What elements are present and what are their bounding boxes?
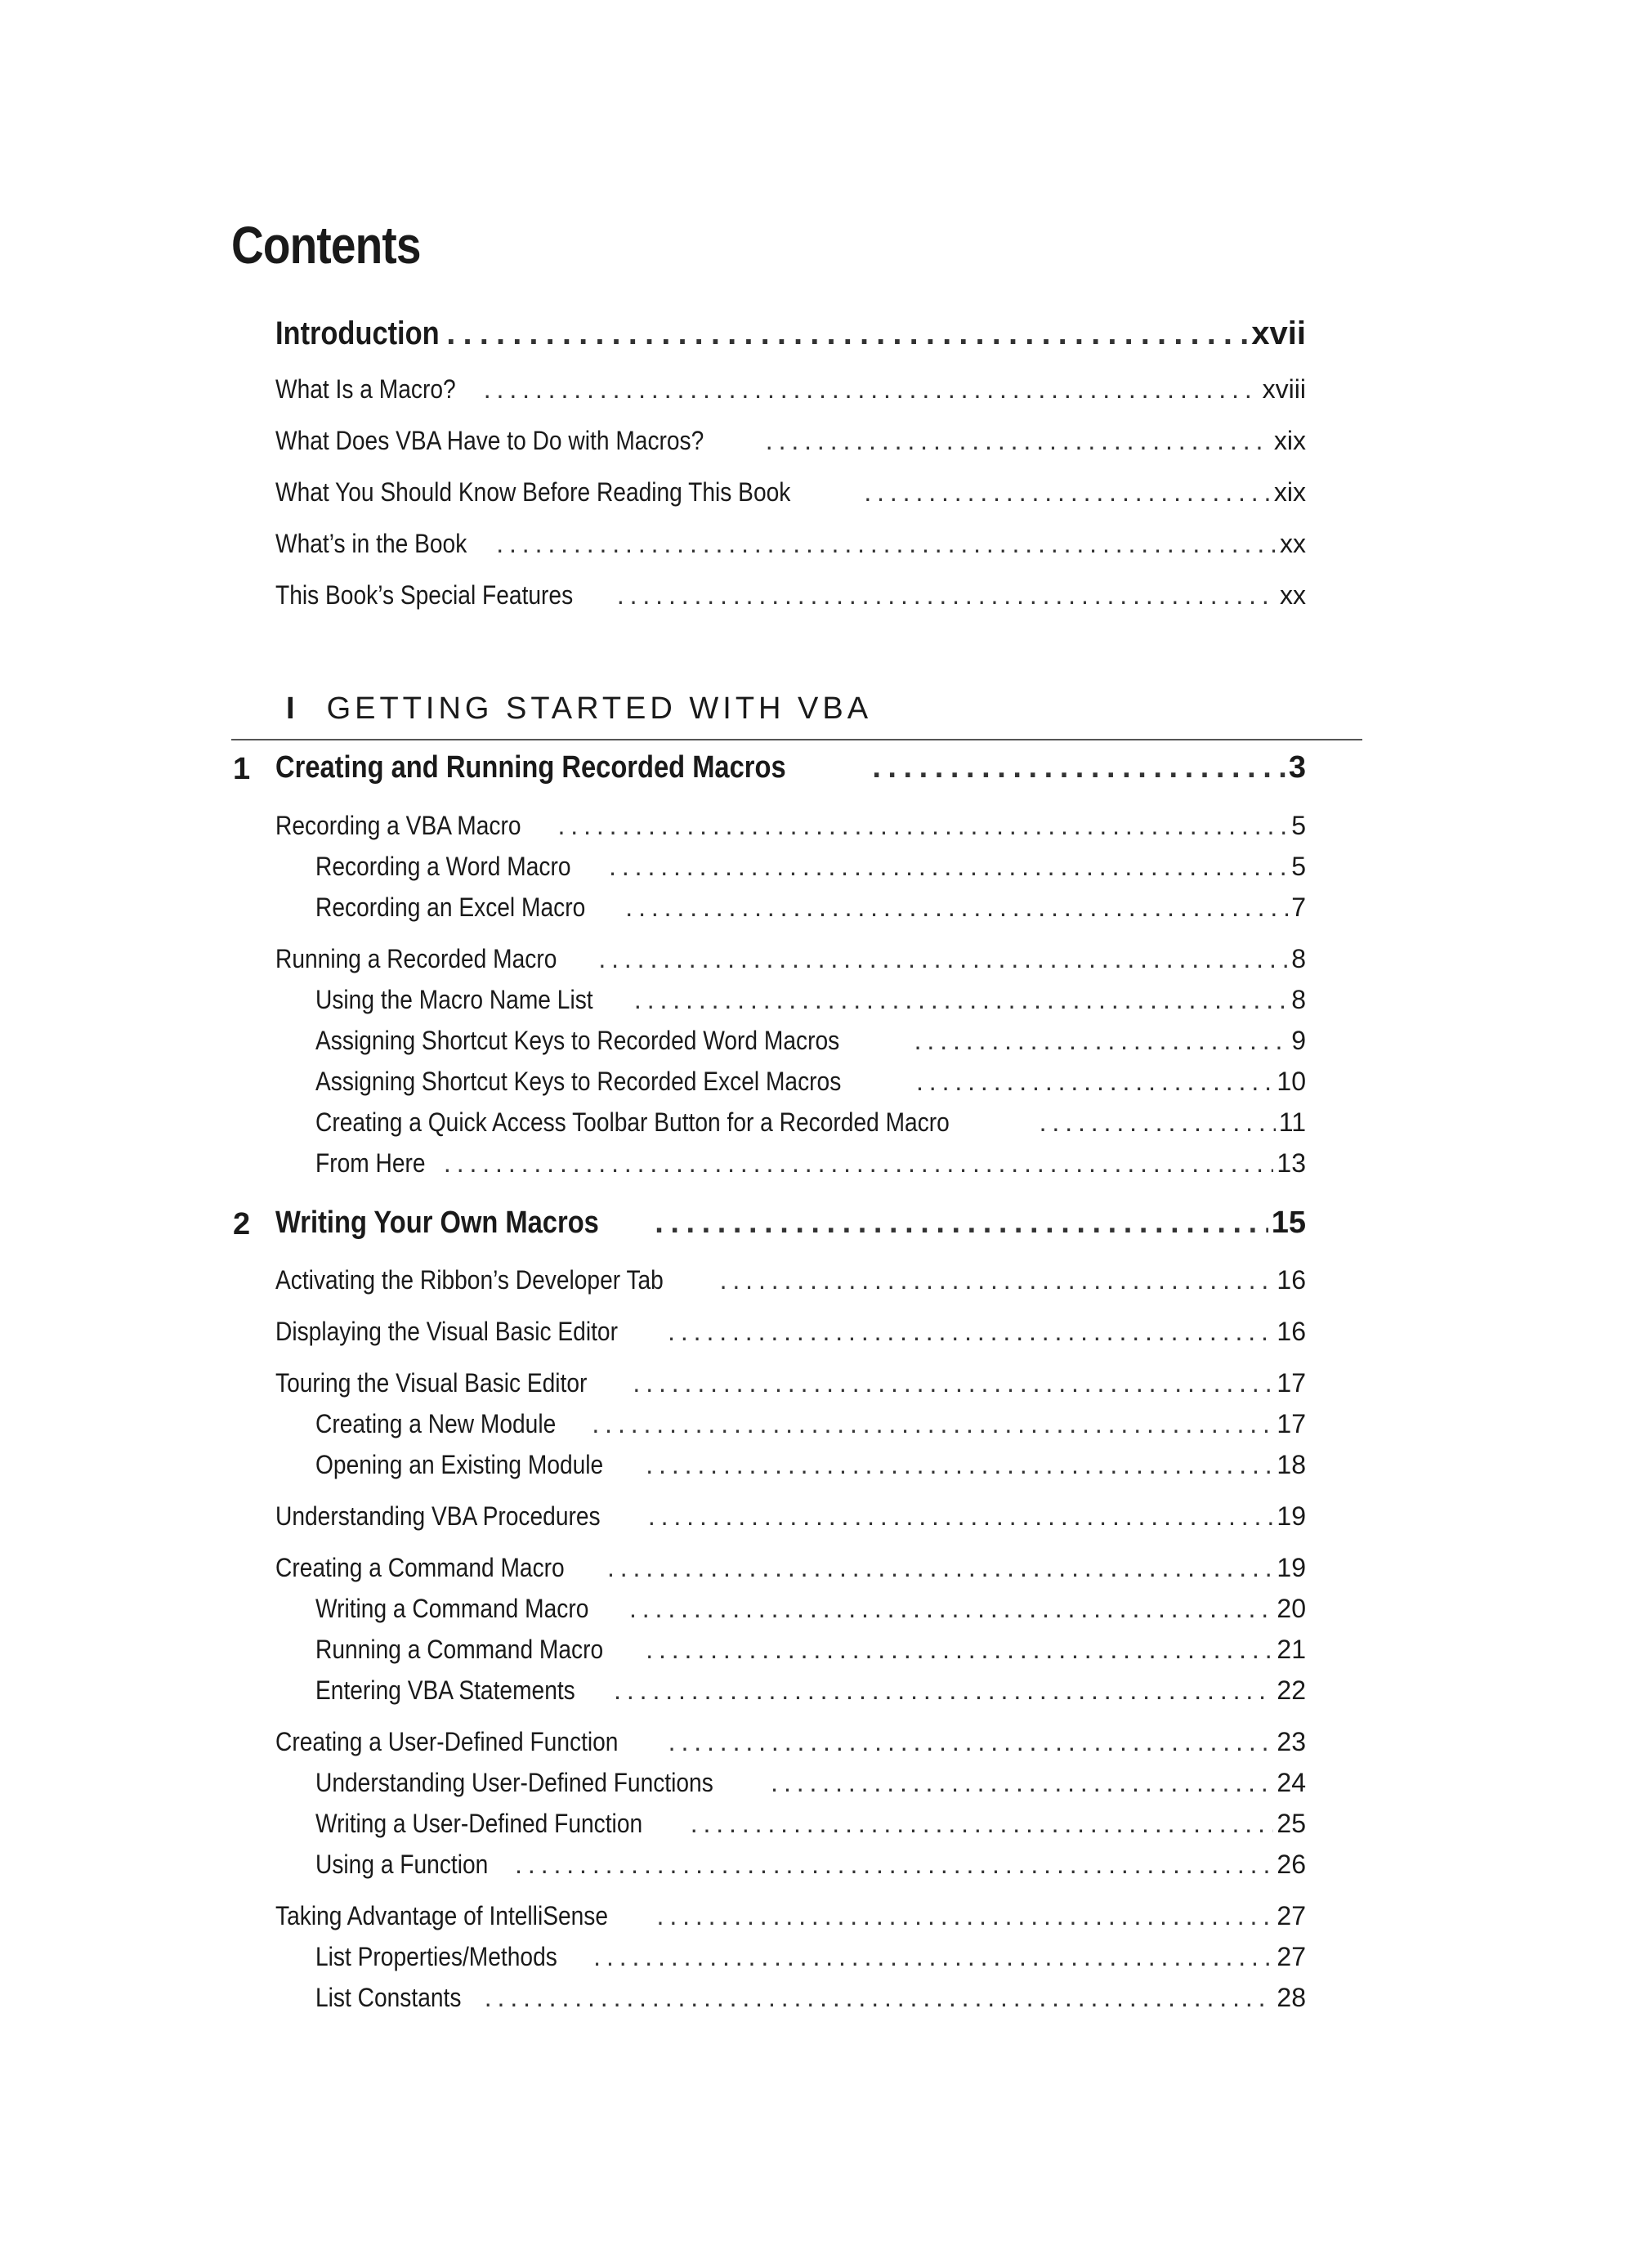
dot-leader [720, 1265, 1274, 1295]
dot-leader [648, 1501, 1274, 1532]
toc-entry-label: Touring the Visual Basic Editor [275, 1368, 588, 1398]
toc-page-number: 17 [1277, 1368, 1306, 1398]
toc-page-number: 15 [1271, 1206, 1306, 1240]
toc-entry-label: Creating a New Module [315, 1409, 557, 1438]
toc-page-number: 27 [1277, 1901, 1306, 1930]
toc-subentry[interactable] [315, 1675, 1306, 1708]
toc-entry-label: Displaying the Visual Basic Editor [275, 1317, 618, 1346]
part-number: I [286, 691, 299, 726]
dot-leader [771, 1768, 1273, 1798]
toc-entry[interactable] [275, 944, 1306, 977]
toc-entry[interactable] [275, 1317, 1306, 1349]
toc-entry-introduction[interactable] [275, 315, 1306, 355]
toc-entry-label: Using the Macro Name List [315, 985, 593, 1014]
toc-entry-label: What Does VBA Have to Do with Macros? [275, 426, 704, 455]
toc-subentry[interactable] [315, 1635, 1306, 1667]
dot-leader [444, 1148, 1274, 1179]
dot-leader [629, 1594, 1273, 1624]
toc-entry-label: What’s in the Book [275, 529, 467, 558]
dot-leader [668, 1317, 1273, 1347]
toc-subentry[interactable] [315, 1850, 1306, 1882]
toc-entry-label: Creating a User-Defined Function [275, 1727, 619, 1756]
toc-page-number: 11 [1278, 1107, 1306, 1137]
toc-page-number: 24 [1277, 1768, 1306, 1797]
toc-entry[interactable] [275, 1727, 1306, 1760]
toc-page-number: 19 [1277, 1501, 1306, 1531]
toc-entry-label: Recording a Word Macro [315, 852, 571, 881]
chapter-number: 2 [233, 1207, 251, 1241]
toc-page-number: 22 [1277, 1675, 1306, 1705]
toc-subentry[interactable] [315, 1107, 1306, 1140]
toc-entry-label: List Constants [315, 1983, 462, 2012]
dot-leader [593, 1942, 1273, 1972]
toc-page-number: 25 [1277, 1809, 1306, 1838]
dot-leader [657, 1901, 1274, 1931]
toc-page-number: 16 [1277, 1265, 1306, 1295]
toc-subentry[interactable] [315, 1148, 1306, 1181]
toc-entry[interactable] [275, 477, 1306, 510]
toc-subentry[interactable] [315, 1809, 1306, 1841]
toc-page-number: 18 [1277, 1450, 1306, 1479]
toc-entry-label: Running a Recorded Macro [275, 944, 557, 973]
dot-leader [598, 944, 1288, 974]
dot-leader [592, 1409, 1273, 1439]
toc-entry-label: What Is a Macro? [275, 374, 456, 404]
toc-page-number: xix [1273, 477, 1306, 507]
toc-entry-label: Entering VBA Statements [315, 1675, 575, 1705]
toc-page-number: xvii [1251, 315, 1306, 351]
toc-subentry[interactable] [315, 1450, 1306, 1483]
toc-page-number: 8 [1291, 944, 1306, 973]
toc-entry-label: Understanding User-Defined Functions [315, 1768, 713, 1797]
toc-subentry[interactable] [315, 852, 1306, 884]
dot-leader [655, 1206, 1268, 1241]
toc-page-number: 5 [1291, 811, 1306, 840]
toc-page-number: 9 [1291, 1026, 1306, 1055]
dot-leader [634, 985, 1288, 1015]
dot-leader [646, 1635, 1273, 1665]
toc-page-number: 21 [1277, 1635, 1306, 1664]
toc-entry[interactable] [275, 1265, 1306, 1298]
toc-entry[interactable] [275, 1368, 1306, 1401]
part-divider [231, 739, 1362, 740]
toc-entry[interactable] [275, 1501, 1306, 1534]
toc-entry[interactable] [275, 580, 1306, 613]
toc-subentry[interactable] [315, 1067, 1306, 1099]
toc-page-number: xx [1280, 529, 1306, 558]
chapter-number: 1 [233, 752, 251, 786]
toc-page-number: 7 [1291, 892, 1306, 922]
toc-page-number: 3 [1288, 750, 1306, 785]
toc-page-number: 27 [1277, 1942, 1306, 1971]
toc-page-number: 26 [1277, 1850, 1306, 1879]
toc-page-number: 16 [1277, 1317, 1306, 1346]
dot-leader [668, 1727, 1274, 1757]
dot-leader [614, 1675, 1273, 1706]
toc-entry[interactable] [275, 1901, 1306, 1934]
toc-entry-label: What You Should Know Before Reading This Book [275, 477, 791, 507]
toc-page-number: xx [1280, 580, 1306, 610]
toc-page-number: 13 [1277, 1148, 1306, 1178]
part-heading [286, 690, 872, 727]
toc-entry[interactable] [275, 529, 1306, 561]
toc-chapter-1[interactable] [275, 750, 1306, 788]
toc-entry-label: Opening an Existing Module [315, 1450, 604, 1479]
dot-leader [485, 1983, 1274, 2013]
dot-leader [646, 1450, 1273, 1480]
toc-subentry[interactable] [315, 985, 1306, 1018]
dot-leader [558, 811, 1289, 841]
dot-leader [484, 374, 1259, 405]
chapter-title: Writing Your Own Macros [275, 1206, 599, 1240]
part-title: GETTING STARTED WITH VBA [326, 691, 873, 726]
toc-entry-label: Assigning Shortcut Keys to Recorded Excel Macros [315, 1067, 842, 1096]
toc-subentry[interactable] [315, 892, 1306, 925]
toc-page-number: xviii [1262, 374, 1306, 404]
dot-leader [864, 477, 1271, 508]
toc-page-number: 23 [1277, 1727, 1306, 1756]
dot-leader [515, 1850, 1273, 1880]
toc-entry-label: Creating a Command Macro [275, 1553, 565, 1582]
toc-entry-label: Running a Command Macro [315, 1635, 604, 1664]
toc-entry-label: From Here [315, 1148, 426, 1178]
dot-leader [625, 892, 1288, 923]
toc-entry[interactable] [275, 426, 1306, 459]
dot-leader [617, 580, 1277, 611]
dot-leader [872, 750, 1286, 785]
dot-leader [766, 426, 1271, 456]
toc-entry[interactable] [275, 1553, 1306, 1586]
toc-page-number: 28 [1277, 1983, 1306, 2012]
toc-page-number: 10 [1277, 1067, 1306, 1096]
toc-subentry[interactable] [315, 1768, 1306, 1801]
toc-entry[interactable] [275, 374, 1306, 407]
toc-subentry[interactable] [315, 1026, 1306, 1058]
toc-entry-label: Taking Advantage of IntelliSense [275, 1901, 609, 1930]
toc-entry-label: Recording an Excel Macro [315, 892, 586, 922]
toc-entry-label: Activating the Ribbon’s Developer Tab [275, 1265, 664, 1295]
toc-entry-label: This Book’s Special Features [275, 580, 574, 610]
toc-page-number: 8 [1291, 985, 1306, 1014]
toc-entry[interactable] [275, 811, 1306, 843]
toc-subentry[interactable] [315, 1594, 1306, 1626]
toc-chapter-2[interactable] [275, 1206, 1306, 1243]
dot-leader [496, 529, 1277, 559]
page-title: Contents [231, 216, 421, 275]
dot-leader [607, 1553, 1273, 1583]
toc-subentry[interactable] [315, 1983, 1306, 2015]
toc-entry-label: Writing a Command Macro [315, 1594, 589, 1623]
toc-subentry[interactable] [315, 1942, 1306, 1975]
toc-entry-label: Introduction [275, 315, 440, 351]
toc-entry-label: List Properties/Methods [315, 1942, 557, 1971]
toc-entry-label: Creating a Quick Access Toolbar Button for a Recorded Macro [315, 1107, 950, 1137]
dot-leader [1040, 1107, 1276, 1138]
toc-page-number: 19 [1277, 1553, 1306, 1582]
dot-leader [446, 315, 1248, 352]
toc-page-number: 17 [1277, 1409, 1306, 1438]
dot-leader [633, 1368, 1273, 1398]
dot-leader [609, 852, 1288, 882]
toc-subentry[interactable] [315, 1409, 1306, 1442]
dot-leader [916, 1067, 1273, 1097]
toc-entry-label: Writing a User-Defined Function [315, 1809, 643, 1838]
toc-page-number: xix [1273, 426, 1306, 455]
dot-leader [691, 1809, 1274, 1839]
toc-page-number: 5 [1291, 852, 1306, 881]
toc-entry-label: Understanding VBA Procedures [275, 1501, 601, 1531]
dot-leader [914, 1026, 1289, 1056]
chapter-title: Creating and Running Recorded Macros [275, 750, 786, 785]
toc-entry-label: Using a Function [315, 1850, 489, 1879]
toc-entry-label: Recording a VBA Macro [275, 811, 521, 840]
toc-entry-label: Assigning Shortcut Keys to Recorded Word Macros [315, 1026, 840, 1055]
toc-page-number: 20 [1277, 1594, 1306, 1623]
